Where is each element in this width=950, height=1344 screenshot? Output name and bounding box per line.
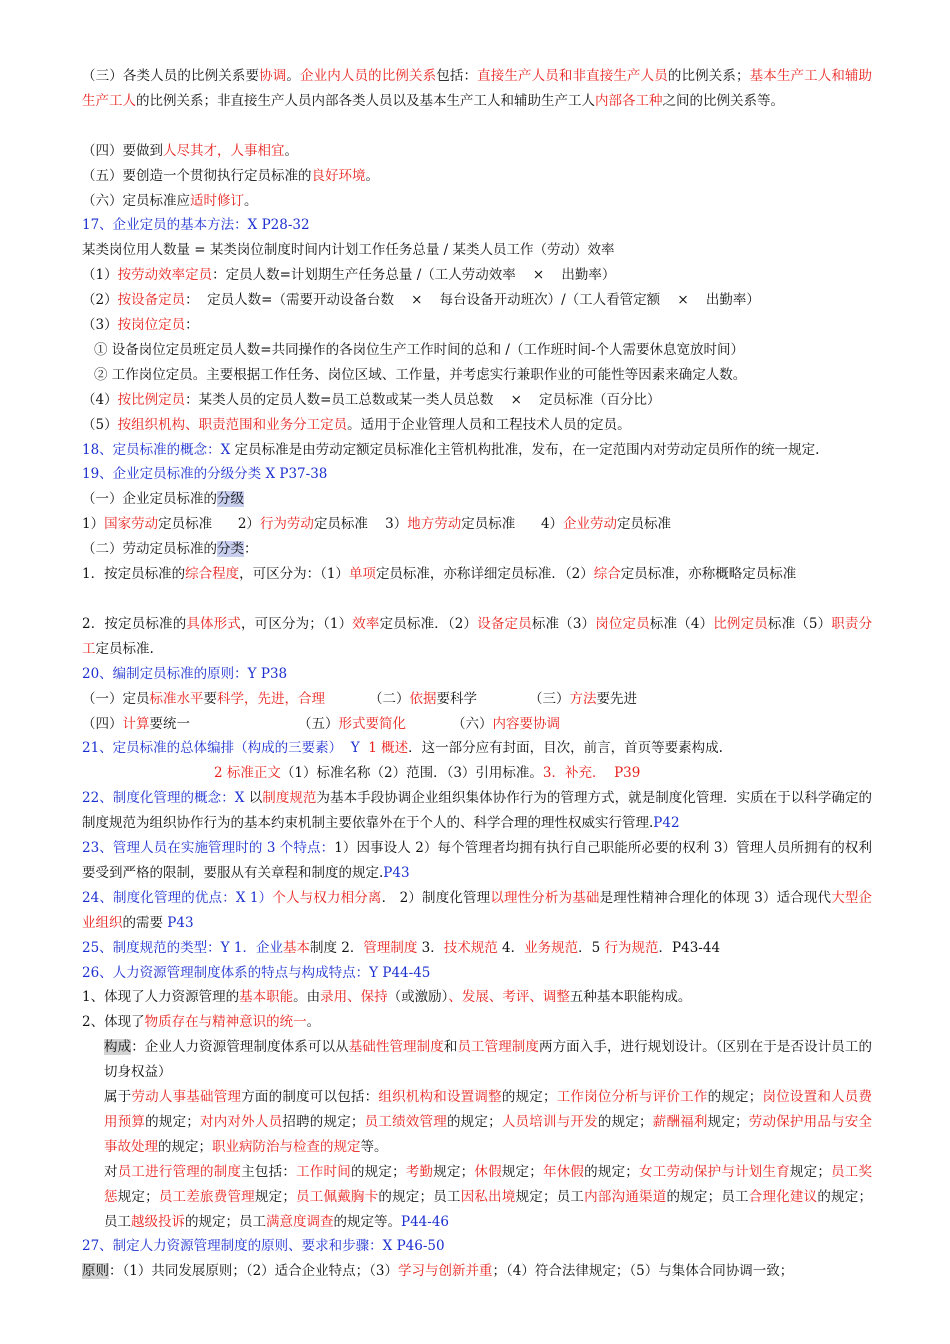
page-ref: P43 [383,864,410,881]
highlight-text: 个人与权力相分离 [272,889,382,906]
text: 2．按定员标准的 [82,615,187,632]
text: 。 [365,167,379,184]
text: 定员标准，亦称详细定员标准．（2） [375,566,594,583]
highlight-text: 制度规范 [262,790,317,807]
shaded-text: 分级 [217,491,244,508]
highlight-text: 管理制度 [363,939,418,956]
highlight-text: 协调 [259,68,287,84]
text: ；（4）符合法律规定；（5）与集体合同协调一致； [492,1263,794,1280]
highlight-text: 具体形式 [186,615,241,632]
text: 的规定；员工 [104,1188,872,1230]
heading-18 [82,438,872,463]
highlight-text: 劳动保护用品与安全事故处理 [104,1113,872,1155]
text: 。 [284,142,298,159]
highlight-text: 国家劳动 [104,516,159,533]
class-item-1 [82,562,872,612]
text: （四） [82,715,123,732]
feature-2 [82,1010,872,1035]
text: ．P43-44 [658,939,721,956]
highlight-text: 员工奖惩 [104,1163,872,1205]
shaded-text: 分类 [217,541,244,558]
text: （1） [82,267,118,284]
text: 等。 [360,1138,388,1155]
highlight-text: 岗位设置和人员费用预算 [104,1089,872,1130]
highlight-text: 基本职能 [239,989,294,1006]
text: 的规定； [584,1163,639,1180]
highlight-text: 综合程度 [185,566,240,583]
basic-rules [82,1085,872,1160]
highlight-text: 、发展、考评、调整 [448,989,570,1006]
highlight-text: 设备定员 [477,615,532,632]
highlight-text: 员工管理制度 [457,1039,539,1056]
text: ：定员人数=计划期生产任务总量 /（工人劳动效率 × 出勤率） [212,267,616,284]
text: ．这一部分应有封面，目次，前言，首页等要素构成. [408,740,723,757]
text: 要科学 [436,690,477,707]
highlight-text: 标准水平 [149,690,204,707]
text: 方面的制度可以包括： [241,1089,379,1106]
text: 的规定； [446,1113,502,1130]
text: ，可区分为；（1） [241,615,353,632]
highlight-text: 工作时间 [296,1163,351,1180]
shaded-text: 原则 [82,1263,109,1280]
highlight-text: 企业内人员的比例关系 [299,68,437,84]
text: 包括： [436,68,478,84]
method-3-item-2: ② 工作岗位定员。主要根据工作任务、岗位区域、工作量，并考虑实行兼职作业的可能性等因素来确定人数。 [94,366,747,383]
highlight-text: 录用、保持 [320,989,388,1006]
text: 招聘的规定； [282,1113,365,1130]
highlight-text: 员工差旅费管理 [158,1188,255,1205]
text: 和 [443,1039,458,1056]
method-1 [82,263,872,288]
text: 的规定； [158,1138,212,1155]
highlight-text: 劳动人事基础管理 [131,1089,242,1106]
heading-21-line-2 [82,761,872,786]
page-ref: P44-46 [401,1213,450,1230]
text: 的规定；员工 [666,1188,749,1205]
highlight-text: 基本 [282,939,310,956]
highlight-text: 员工进行管理的制度 [117,1163,242,1180]
highlight-text: 形式要简化 [338,715,406,732]
highlight-text: 科学，先进，合理 [217,690,325,707]
principle-row-1 [82,687,872,712]
heading-26: 26、人力资源管理制度体系的特点与构成特点：Y P44-45 [82,964,431,981]
text: （一）定员 [82,690,150,707]
highlight-text: 内部沟通渠道 [584,1188,667,1205]
para-five [82,164,872,189]
highlight-text: 职业病防治与检查的规定 [212,1138,361,1155]
highlight-text: 组织机构和设置调整 [378,1089,502,1106]
heading-text: 18、定员标准的概念：X [82,441,235,458]
text: 规定； [789,1163,831,1180]
highlight-text: 按设备定员 [117,292,186,309]
text: 1、体现了人力资源管理的 [82,989,240,1006]
highlight-text: 因私出境 [460,1188,516,1205]
highlight-text: 按组织机构、职责范围和业务分工定员 [117,416,348,433]
method-4 [82,388,872,413]
text: （1）标准名称（2）范围．（3）引用标准。 [280,765,543,782]
text: 。 [306,1014,321,1031]
text: 。 [244,192,258,209]
method-5 [82,413,872,438]
heading-25 [82,936,872,961]
highlight-text: 内部各工种 [595,92,663,109]
text: ． 2）制度化管理 [381,889,491,906]
heading-19: 19、企业定员标准的分级分类 X P37-38 [82,466,328,483]
text: 的规定； [597,1113,653,1130]
text: 规定； [433,1163,475,1180]
highlight-text: 2 标准正文 [214,765,281,782]
highlight-text: 良好环境 [311,167,366,184]
highlight-text: 综合 [593,566,621,583]
highlight-text: 按劳动效率定员 [117,267,213,284]
heading-24 [82,886,872,936]
text: （六） [452,715,493,732]
highlight-text: 按比例定员 [117,391,186,408]
text: 的规定； [707,1089,763,1106]
formula-17: 某类岗位用人数量 = 某类岗位制度时间内计划工作任务总量 / 某类人员工作（劳动）效率 [82,242,615,259]
class-item-2 [82,612,872,662]
highlight-text: 女工劳动保护与计划生育 [638,1163,790,1180]
text: 要 [203,690,217,707]
heading-27: 27、制定人力资源管理制度的原则、要求和步骤：X P46-50 [82,1238,445,1255]
text: 规定；员工 [515,1188,585,1205]
text: 标准（3） [531,615,596,632]
highlight-text: 比例定员 [713,615,768,632]
text: （三）各类人员的比例关系要 [82,68,260,84]
text: ：（1）共同发展原则；（2）适合企业特点；（3） [109,1263,399,1280]
highlight-text: 企业劳动 [563,516,618,533]
text: ： 定员人数=（需要开动设备台数 × 每台设备开动班次）/（工人看管定额 × 出勤率） [185,292,760,309]
heading-20: 20、编制定员标准的原则：Y P38 [82,665,288,682]
text: 3． [417,939,444,956]
text: ： [244,541,258,558]
text: （六）定员标准应 [82,192,190,209]
text: （四）要做到 [82,142,163,159]
highlight-text: 地方劳动 [407,516,462,533]
text: 属于 [104,1089,132,1106]
text: 以 [248,790,263,807]
highlight-text: 岗位定员 [595,615,650,632]
grade-list [82,512,872,537]
method-3-item-1: ① 设备岗位定员班定员人数=共同操作的各岗位生产工作时间的总和 /（工作班时间-个人需要休息宽放时间） [94,341,745,358]
highlight-text: 人尽其才，人事相宜 [163,142,285,159]
page-ref: P42 [653,815,680,832]
text: （一）企业定员标准的 [82,491,217,508]
text: 要统一 [149,715,190,732]
method-3 [82,313,872,338]
employee-rules [82,1160,872,1235]
highlight-text: 适时修订 [190,192,244,209]
highlight-text: 物质存在与精神意识的统一 [144,1014,307,1031]
heading-21 [82,736,872,761]
highlight-text: 业务规范 [524,939,579,956]
page-ref: P43 [163,914,194,931]
para-six [82,189,872,214]
text: 规定； [707,1113,749,1130]
text: 。适用于企业管理人员和工程技术人员的定员。 [347,416,631,433]
text: 定员标准. [95,640,154,657]
highlight-text: 越级投诉 [131,1213,185,1230]
text: 标准（4） [649,615,714,632]
highlight-text: 满意度调查 [266,1213,334,1230]
composition [82,1035,872,1085]
highlight-text: 学习与创新并重 [398,1263,493,1280]
text: ： [185,317,199,334]
highlight-text: 年休假 [542,1163,585,1180]
text: 五种基本职能构成。 [569,989,692,1006]
highlight-text: 直接生产人员和非直接生产人员 [477,68,668,84]
highlight-text: 对内对外人员 [199,1113,283,1130]
highlight-text: 员工佩戴胸卡 [295,1188,379,1205]
highlight-text: 单项 [348,566,376,583]
feature-1 [82,985,872,1010]
text: （或激励） [387,989,449,1006]
heading-text: 23、管理人员在实施管理时的 3 个特点： [82,840,335,857]
text: 定员标准．（2） [379,615,478,632]
text: （2） [82,292,118,309]
highlight-text: 基础性管理制度 [348,1039,444,1056]
text: （4） [82,391,118,408]
heading-23 [82,836,872,886]
highlight-text: 方法 [569,690,597,707]
highlight-text: 计算 [122,715,150,732]
highlight-text: 效率 [352,615,380,632]
heading-text: 25、制度规范的类型：Y 1．企业 [82,939,283,956]
text: （5） [82,416,118,433]
text: 主包括： [241,1163,297,1180]
text: 要先进 [596,690,637,707]
text: 的规定；员工 [378,1188,461,1205]
text: 规定； [501,1163,543,1180]
principle-row-2 [82,712,872,737]
heading-text: 22、制度化管理的概念：X [82,790,249,807]
text: 2、体现了 [82,1014,145,1031]
text: 。由 [293,989,321,1006]
highlight-text: 行为规范 [604,939,659,956]
shaded-text: 构成 [104,1039,132,1056]
text: ，可区分为：（1） [239,566,349,583]
highlight-text: 以理性分析为基础 [490,889,600,906]
text: 规定； [117,1188,159,1205]
text: 定员标准 [617,516,672,533]
text: 定员标准 3） [313,516,408,533]
text: 制度 2． [309,939,364,956]
text: 的比例关系；非直接生产人员内部各类人员以及基本生产工人和辅助生产工人 [136,92,595,109]
text: （三） [529,690,570,707]
highlight-text: 薪酬福利 [652,1113,708,1130]
method-2 [82,288,872,313]
text: 。 [286,68,300,84]
text: 定员标准是由劳动定额定员标准化主管机构批准，发布，在一定范围内对劳动定员所作的统一规定. [234,441,820,458]
text: （五） [298,715,339,732]
text: 的规定；员工 [185,1213,266,1230]
highlight-text: 合理化建议 [748,1188,818,1205]
text: （五）要创造一个贯彻执行定员标准的 [82,167,312,184]
text: ．5 [578,939,605,956]
heading-22 [82,786,872,836]
text: 4． [497,939,525,956]
highlight-text: 基本生产工人和辅助生产工人 [82,68,872,109]
text: 的规定等。 [333,1213,401,1230]
text: 为基本手段协调企业组织集体协作行为的管理方式，就是制度化管理．实质在于以科学确定的制度规范为组织协作行为的基本约束机制主要依靠外在于个人的、科学合理的理性权威实行管理. [82,790,872,832]
highlight-text: 行为劳动 [259,516,314,533]
text: （3） [82,317,118,334]
text: ：某类人员的定员人数=员工总数或某一类人员总数 × 定员标准（百分比） [185,391,661,408]
text: （二）劳动定员标准的 [82,541,217,558]
highlight-text: 考勤 [405,1163,434,1180]
principles-line [82,1259,872,1284]
text: 1）因事设人 2）每个管理者均拥有执行自己职能所必要的权利 3）管理人员所拥有的权利要受到严格的限制，要服从有关章程和制度的规定. [82,840,872,881]
heading-text: 24、制度化管理的优点：X 1） [82,889,273,906]
text: 标准（5） [767,615,832,632]
highlight-text: 内容要协调 [492,715,560,732]
text: ：企业人力资源管理制度体系可以从 [131,1039,349,1056]
text: 定员标准 4） [461,516,564,533]
highlight-text: 依据 [409,690,437,707]
highlight-text: 1 概述 [368,740,409,757]
highlight-text: 工作岗位分析与评价工作 [556,1089,708,1106]
text: 规定； [254,1188,296,1205]
text: 的规定； [145,1113,200,1130]
heading-17: 17、企业定员的基本方法：X P28-32 [82,217,310,234]
text: 1．按定员标准的 [82,566,186,583]
text: 之间的比例关系等。 [662,92,784,109]
text: 1） [82,516,105,533]
text: 是理性精神合理化的体现 3）适合现代 [599,889,832,906]
highlight-text: 3．补充． P39 [542,765,641,782]
highlight-text: 大型企业组织 [82,889,872,931]
text: 定员标准，亦称概略定员标准 [620,566,797,583]
text: 的规定； [501,1089,557,1106]
text: 对 [104,1163,118,1180]
highlight-text: 人员培训与开发 [501,1113,598,1130]
highlight-text: 技术规范 [443,939,498,956]
text: 两方面入手，进行规划设计。（区别在于是否设计员工的切身权益） [104,1039,872,1081]
text: （二） [369,690,410,707]
highlight-text: 休假 [474,1163,502,1180]
text: 的比例关系； [667,68,750,84]
para-four [82,139,872,164]
text: 定员标准 2） [158,516,260,533]
highlight-text: 按岗位定员 [117,317,186,334]
text: 的规定； [350,1163,406,1180]
text: 的需要 [122,914,163,931]
class-title [82,537,872,562]
para-ratio [82,64,872,139]
heading-text: 21、定员标准的总体编排（构成的三要素） Y [82,740,369,757]
highlight-text: 职责分工 [82,615,872,657]
highlight-text: 员工绩效管理 [364,1113,447,1130]
document-page [82,64,872,1284]
grade-title [82,487,872,512]
